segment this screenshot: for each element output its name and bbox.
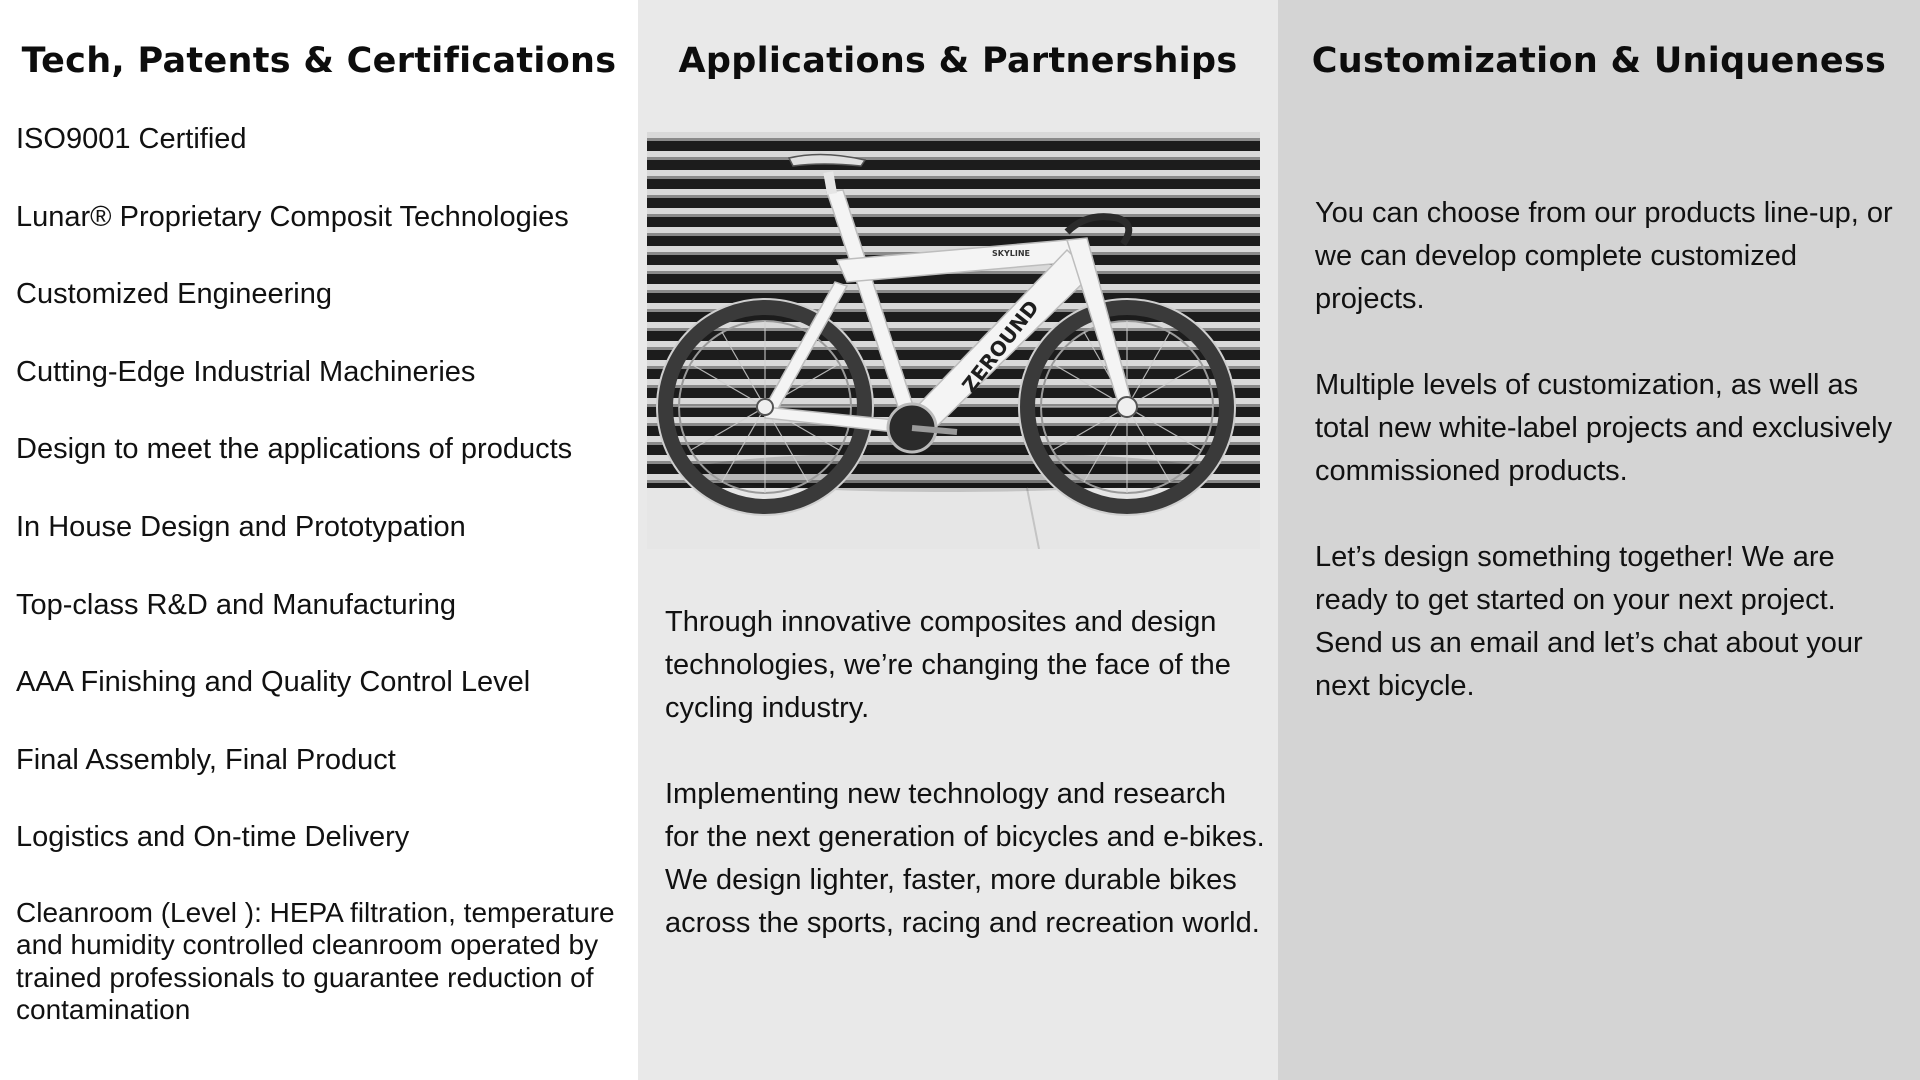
applications-column bbox=[638, 0, 1278, 1080]
tech-column bbox=[0, 0, 638, 1080]
feature-item: Top-class R&D and Manufacturing bbox=[16, 588, 457, 621]
feature-list bbox=[16, 121, 626, 1069]
feature-item: ISO9001 Certified bbox=[16, 123, 247, 155]
customization-paragraph: You can choose from our products line-up, or we can develop complete customized projects. bbox=[1315, 197, 1893, 315]
customization-text bbox=[1315, 192, 1905, 708]
feature-item-cleanroom: Cleanroom (Level ): HEPA filtration, temperature and humidity controlled cleanroom operated by trained professionals to guarantee reduction of contamination bbox=[16, 896, 615, 1026]
feature-item: Final Assembly, Final Product bbox=[16, 743, 396, 776]
feature-item: Lunar® Proprietary Composit Technologies bbox=[16, 200, 569, 233]
customization-column-title: Customization & Uniqueness bbox=[1311, 41, 1887, 82]
applications-paragraph: Implementing new technology and research for the next generation of bicycles and e-bikes. We design lighter, faster, more durable bikes across the sports, racing and recreation world. bbox=[665, 778, 1265, 939]
frame-label: SKYLINE bbox=[992, 249, 1030, 258]
feature-item: Cutting-Edge Industrial Machineries bbox=[16, 355, 476, 388]
applications-paragraph: Through innovative composites and design technologies, we’re changing the face of the cycling industry. bbox=[665, 606, 1231, 724]
customization-column bbox=[1278, 0, 1920, 1080]
feature-item: AAA Finishing and Quality Control Level bbox=[16, 666, 531, 699]
customization-paragraph: Multiple levels of customization, as well as total new white-label projects and exclusively commissioned products. bbox=[1315, 369, 1893, 487]
brand-label: ZEROUND bbox=[957, 295, 1044, 398]
feature-item: Logistics and On-time Delivery bbox=[16, 821, 410, 854]
feature-item: In House Design and Prototypation bbox=[16, 510, 466, 543]
feature-item: Design to meet the applications of products bbox=[16, 433, 573, 466]
customization-paragraph: Let’s design something together! We are ready to get started on your next project. Send us an email and let’s chat about your next bicycle. bbox=[1315, 541, 1863, 702]
bicycle-photo bbox=[647, 132, 1260, 549]
applications-column-title: Applications & Partnerships bbox=[678, 41, 1238, 82]
applications-text bbox=[665, 601, 1265, 945]
feature-item: Customized Engineering bbox=[16, 278, 332, 311]
tech-column-title: Tech, Patents & Certifications bbox=[21, 41, 617, 82]
